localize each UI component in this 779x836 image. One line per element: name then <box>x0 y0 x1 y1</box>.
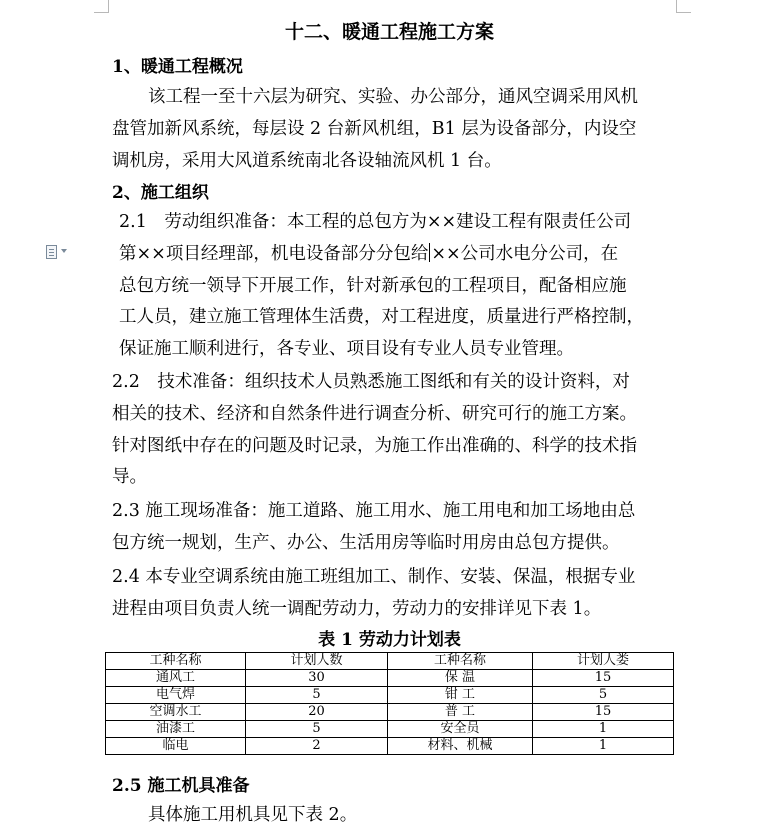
table-row <box>106 704 674 721</box>
para-line-segment: 第××项目经理部，机电设备部分分包给 <box>119 243 429 264</box>
page-glyph-icon <box>46 245 57 259</box>
table-cell: 15 <box>533 670 674 687</box>
para-line: 保证施工顺利进行，各专业、项目设有专业人员专业管理。 <box>119 339 574 360</box>
table-cell: 电气焊 <box>106 687 246 704</box>
section-1-paragraph <box>112 82 668 177</box>
table-header-cell: 计划人数 <box>246 653 388 670</box>
table-cell: 材料、机械 <box>388 738 533 755</box>
table-cell: 30 <box>246 670 388 687</box>
para-line: 具体施工用机具见下表 2。 <box>148 805 358 825</box>
table-cell: 空调水工 <box>106 704 246 721</box>
table-header-cell: 计划人娄 <box>533 653 674 670</box>
para-line: 调机房，采用大风道系统南北各设轴流风机 1 台。 <box>112 150 502 171</box>
section-2-5-heading: 2.5 施工机具准备 <box>112 776 250 796</box>
para-line: 2.1 劳动组织准备：本工程的总包方为××建设工程有限责任公司 <box>119 212 632 232</box>
table-cell: 5 <box>246 687 388 704</box>
document-title: 十二、暖通工程施工方案 <box>284 21 494 43</box>
para-line: 该工程一至十六层为研究、实验、办公部分，通风空调采用风机 <box>148 87 638 107</box>
paragraph-2-3 <box>112 496 668 560</box>
para-line: 2.2 技术准备：组织技术人员熟悉施工图纸和有关的设计资料，对 <box>112 372 630 392</box>
para-line: 盘管加新风系统，每层设 2 台新风机组，B1 层为设备部分，内设空 <box>112 118 637 139</box>
table-cell: 通风工 <box>106 670 246 687</box>
para-line: 相关的技术、经济和自然条件进行调查分析、研究可行的施工方案。 <box>112 403 637 424</box>
table-cell: 普 工 <box>388 704 533 721</box>
table-1-caption: 表 1 劳动力计划表 <box>318 630 461 650</box>
table-cell: 5 <box>246 721 388 738</box>
para-line: 针对图纸中存在的问题及时记录，为施工作出准确的、科学的技术指 <box>112 435 637 456</box>
table-cell: 临电 <box>106 738 246 755</box>
table-header-cell: 工种名称 <box>106 653 246 670</box>
para-line: 2.3 施工现场准备：施工道路、施工用水、施工用电和加工场地由总 <box>112 501 636 521</box>
table-cell: 油漆工 <box>106 721 246 738</box>
table-header-row <box>106 653 674 670</box>
section-2-5-paragraph <box>112 800 668 832</box>
table-cell: 保 温 <box>388 670 533 687</box>
table-cell: 1 <box>533 738 674 755</box>
paragraph-2-4 <box>112 562 668 626</box>
paragraph-2-2 <box>112 367 668 494</box>
para-line: 包方统一规划，生产、办公、生活用房等临时用房由总包方提供。 <box>112 532 620 553</box>
table-row <box>106 670 674 687</box>
para-line-segment: ××公司水电分公司，在 <box>431 243 619 264</box>
table-cell: 20 <box>246 704 388 721</box>
para-line: 导。 <box>112 467 147 488</box>
section-1-heading: 1、暖通工程概况 <box>112 57 243 77</box>
para-line: 2.4 本专业空调系统由施工班组加工、制作、安装、保温，根据专业 <box>112 567 636 587</box>
table-cell: 安全员 <box>388 721 533 738</box>
doc-outline-icon[interactable] <box>44 245 70 259</box>
table-row <box>106 721 674 738</box>
para-line: 总包方统一领导下开展工作，针对新承包的工程项目，配备相应施 <box>119 275 627 296</box>
section-2-heading: 2、施工组织 <box>112 183 209 203</box>
dropdown-caret-icon <box>61 249 67 253</box>
paragraph-2-1 <box>119 207 668 366</box>
table-cell: 1 <box>533 721 674 738</box>
table-row <box>106 687 674 704</box>
page-margin-corner-right <box>676 0 691 13</box>
page-margin-corner-left <box>94 0 109 13</box>
para-line <box>119 239 668 271</box>
table-cell: 15 <box>533 704 674 721</box>
table-cell: 钳 工 <box>388 687 533 704</box>
para-line: 进程由项目负责人统一调配劳动力，劳动力的安排详见下表 1。 <box>112 598 602 619</box>
table-cell: 5 <box>533 687 674 704</box>
table-row <box>106 738 674 755</box>
para-line: 工人员，建立施工管理体生活费，对工程进度，质量进行严格控制， <box>119 307 644 328</box>
table-cell: 2 <box>246 738 388 755</box>
labor-plan-table <box>105 652 674 755</box>
table-header-cell: 工种名称 <box>388 653 533 670</box>
